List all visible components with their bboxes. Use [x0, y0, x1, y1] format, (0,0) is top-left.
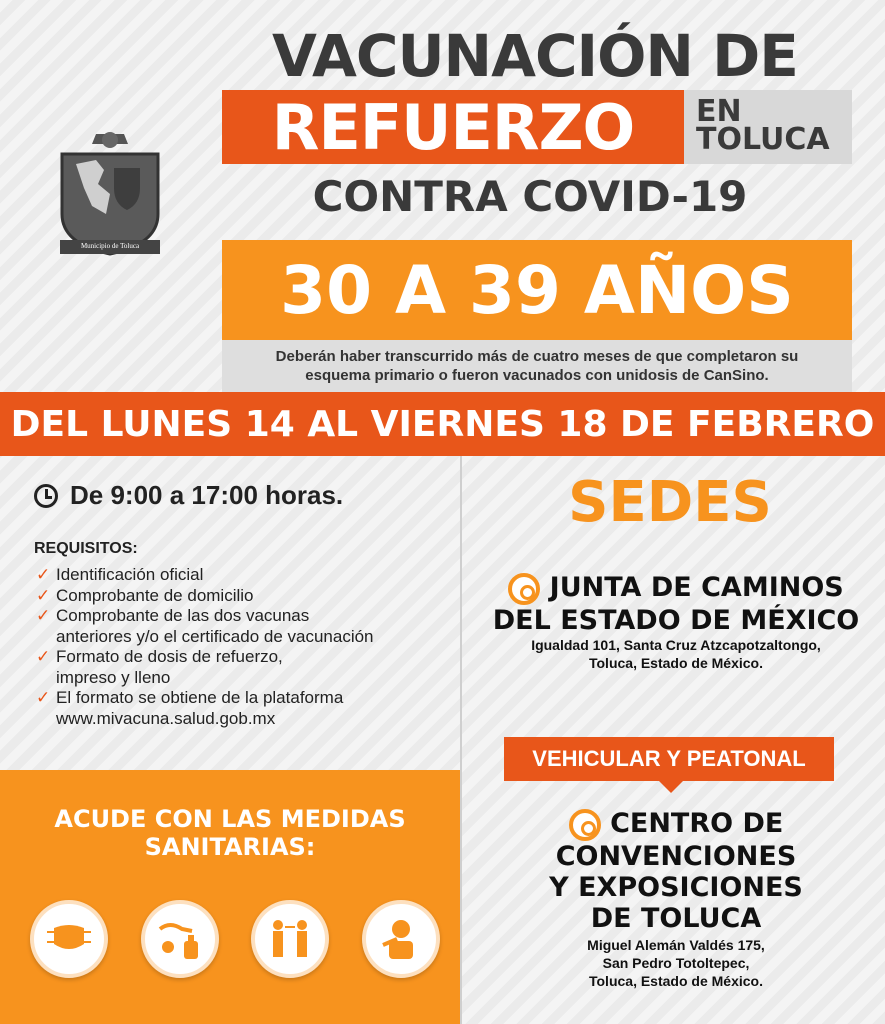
sedes-heading: SEDES [568, 470, 772, 535]
list-item: ✓ Comprobante de las dos vacunas [36, 606, 310, 625]
social-distance-icon [251, 900, 329, 978]
list-item: ✓ Identificación oficial [36, 565, 204, 584]
title-toluca: TOLUCA [696, 122, 830, 157]
list-item-continuation: anteriores y/o el certificado de vacunación [56, 626, 374, 646]
column-divider [460, 456, 462, 1024]
list-item-continuation: impreso y lleno [56, 667, 171, 687]
location-pin-icon [569, 809, 601, 841]
check-icon: ✓ [36, 585, 51, 605]
access-mode-badge: VEHICULAR Y PEATONAL [504, 737, 834, 781]
title-line-3: CONTRA COVID-19 [312, 172, 748, 221]
clock-icon [34, 484, 58, 508]
title-en: EN [696, 94, 742, 129]
hours-row [34, 480, 343, 511]
toluca-coat-of-arms-logo [56, 128, 164, 264]
title-line-1: VACUNACIÓN DE [272, 22, 798, 90]
measures-icons [30, 900, 440, 978]
hours-text: De 9:00 a 17:00 horas. [70, 480, 344, 510]
site-2-name: CENTRO DE CONVENCIONES Y EXPOSICIONES DE TOLUCA [549, 808, 803, 934]
requirements-heading: REQUISITOS: [34, 540, 138, 557]
eligibility-note-line-2: esquema primario o fueron vacunados con unidosis de CanSino. [305, 367, 769, 384]
requirements-list [36, 565, 466, 729]
site-1-name: JUNTA DE CAMINOS DEL ESTADO DE MÉXICO [492, 572, 860, 636]
list-item: ✓ El formato se obtiene de la plataforma [36, 688, 344, 707]
check-icon: ✓ [36, 565, 51, 584]
title-refuerzo: REFUERZO [222, 90, 684, 164]
location-pin-icon [508, 573, 540, 605]
cough-etiquette-icon [362, 900, 440, 978]
measures-heading: ACUDE CON LAS MEDIDAS SANITARIAS: [54, 805, 406, 861]
list-item: ✓ Formato de dosis de refuerzo, [36, 647, 283, 666]
check-icon: ✓ [36, 647, 51, 666]
list-item: ✓ Comprobante de domicilio [36, 585, 254, 605]
list-item-link[interactable]: www.mivacuna.salud.gob.mx [56, 708, 276, 728]
age-range-banner: 30 A 39 AÑOS [222, 240, 852, 340]
eligibility-note [222, 340, 852, 392]
logo-caption: Municipio de Toluca [80, 242, 140, 250]
check-icon: ✓ [36, 606, 51, 625]
check-icon: ✓ [36, 688, 51, 707]
hand-sanitizer-icon [141, 900, 219, 978]
title-en-toluca [684, 90, 852, 164]
eligibility-note-line-1: Deberán haber transcurrido más de cuatro meses de que completaron su [275, 348, 799, 365]
site-2-address: Miguel Alemán Valdés 175, San Pedro Totoltepec, Toluca, Estado de México. [587, 937, 765, 989]
date-banner: DEL LUNES 14 AL VIERNES 18 DE FEBRERO [0, 392, 885, 456]
mask-icon [30, 900, 108, 978]
site-1-address: Igualdad 101, Santa Cruz Atzcapotzaltongo, Toluca, Estado de México. [531, 637, 821, 671]
